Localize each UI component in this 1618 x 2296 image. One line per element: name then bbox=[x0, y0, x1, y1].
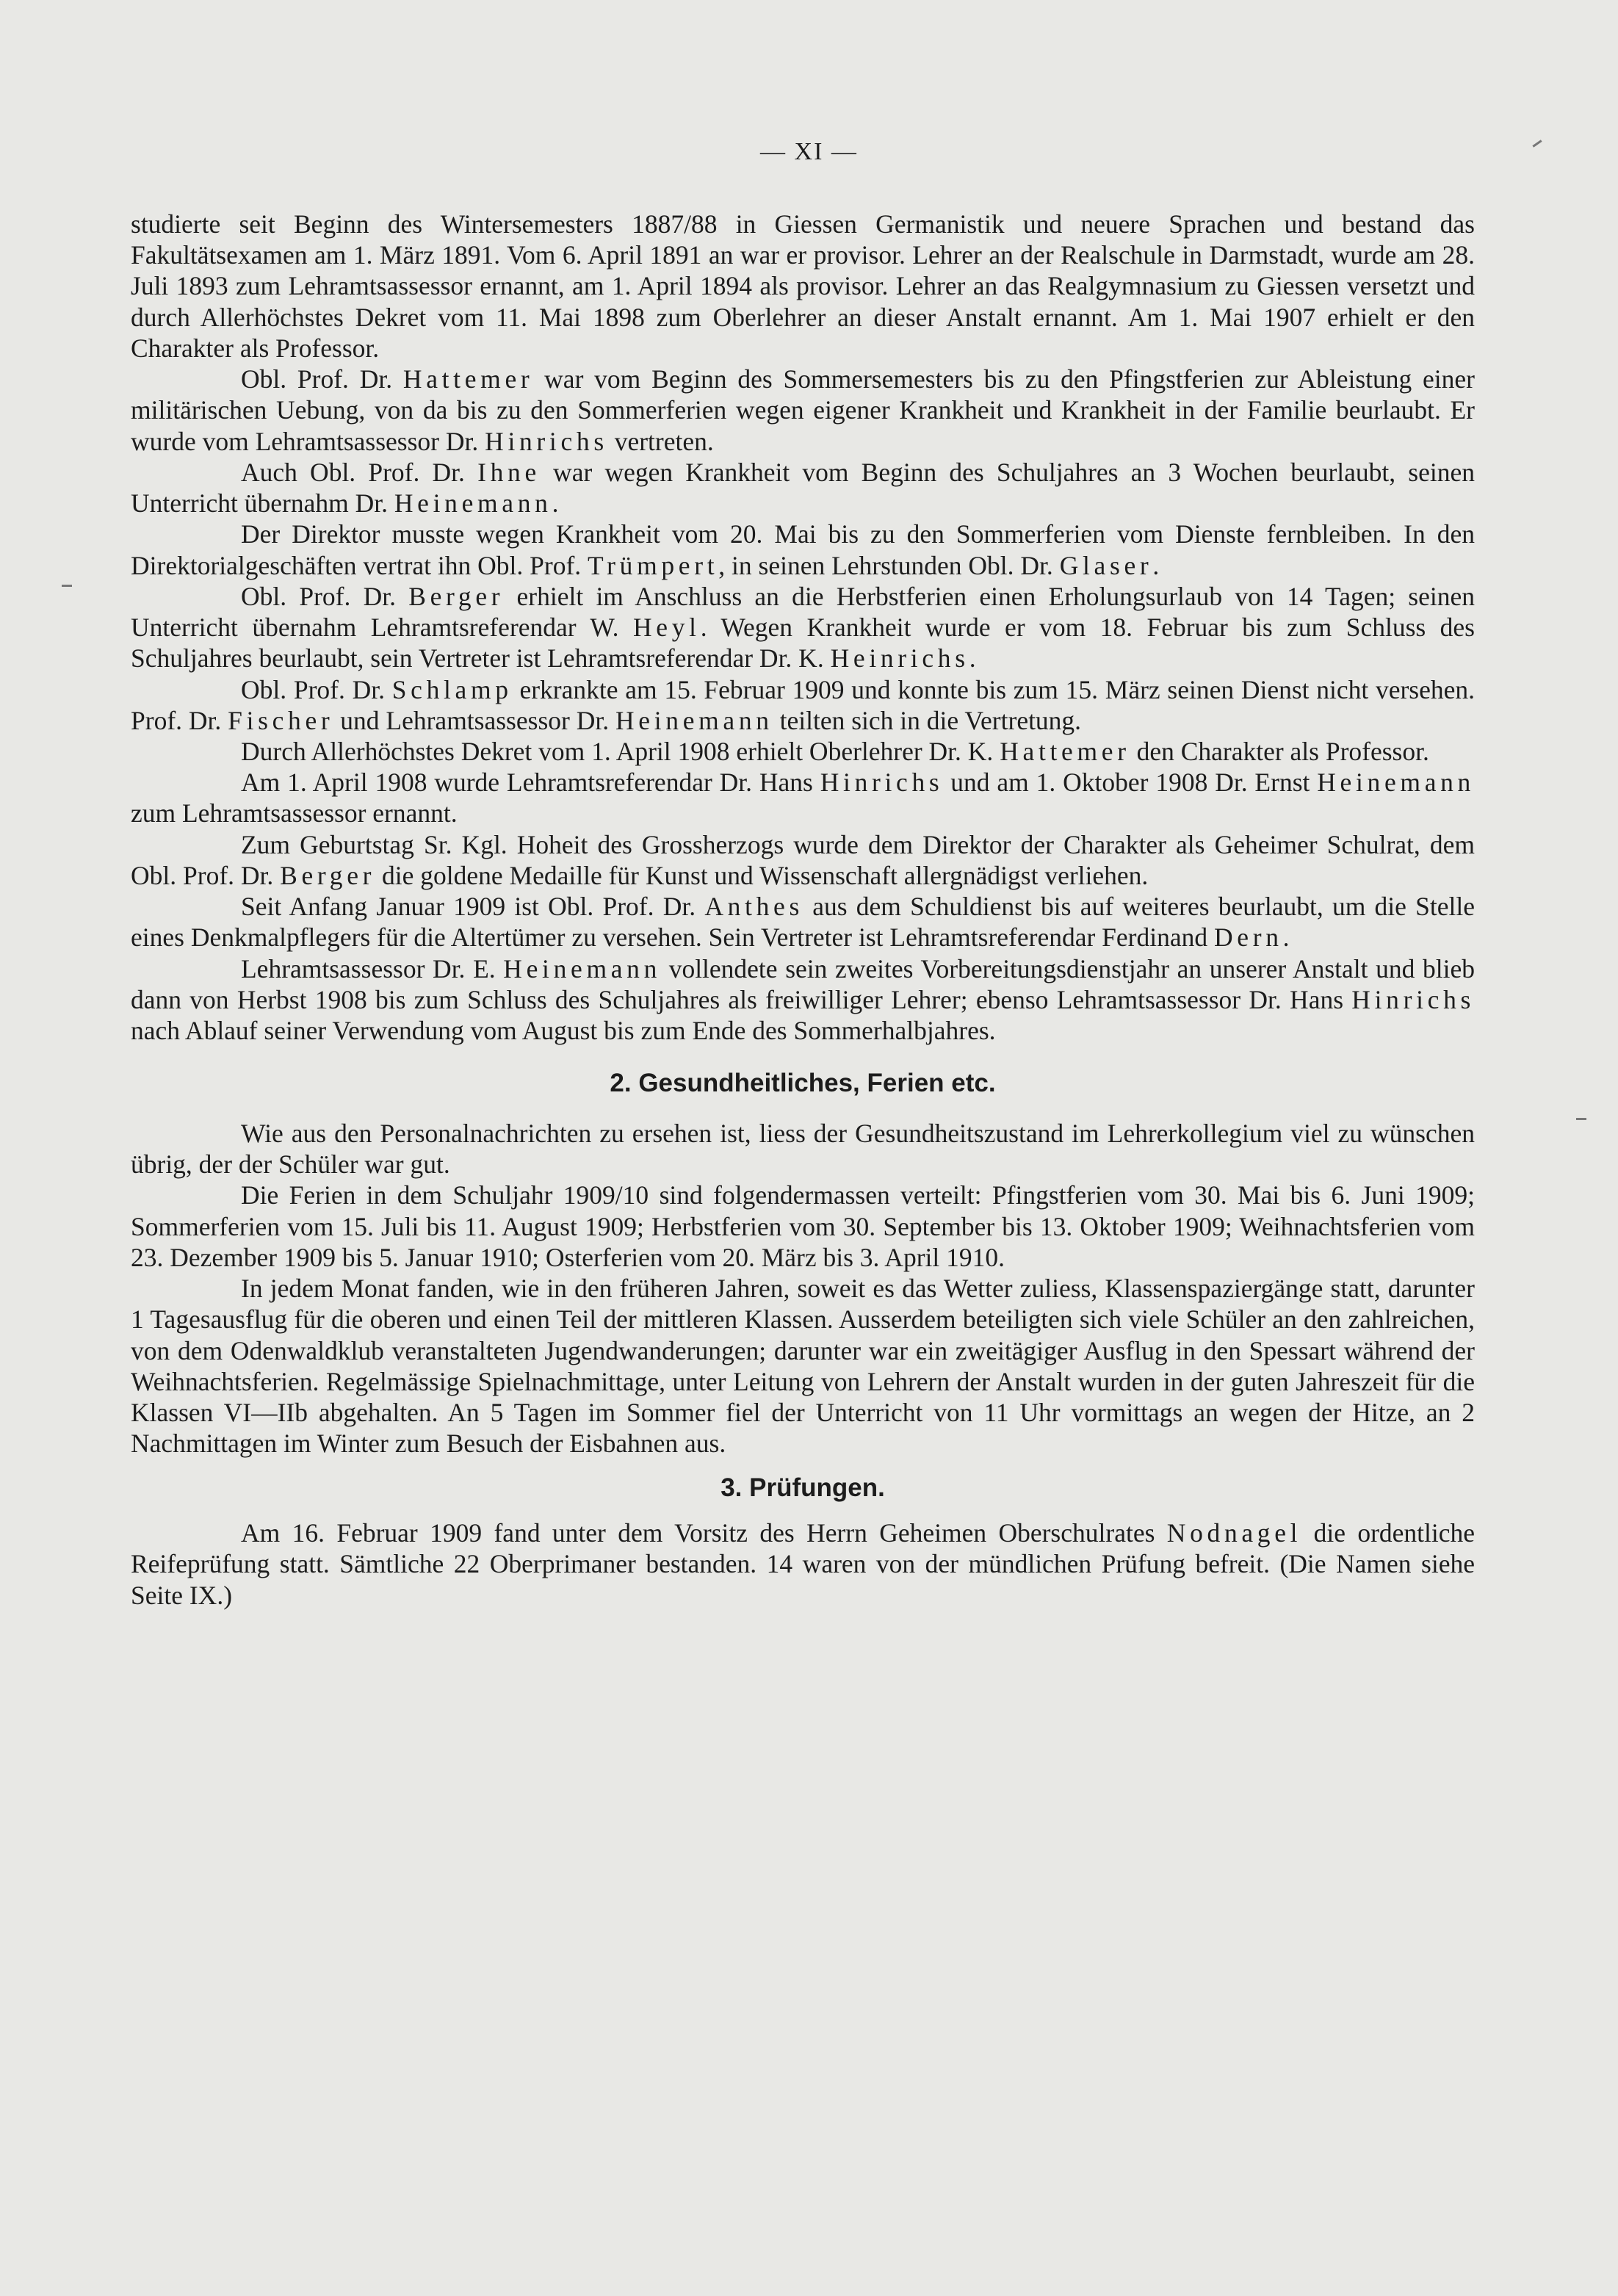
paragraph-ihne: Auch Obl. Prof. Dr. Ihne war wegen Krankheit vom Beginn des Schuljahres an 3 Wochen beurlaubt, seinen Unterricht übernahm Dr. Heinemann. bbox=[131, 457, 1475, 519]
section-heading-pruefungen: 3. Prüfungen. bbox=[720, 1473, 885, 1502]
person-name: Heinemann bbox=[394, 488, 552, 519]
person-name: Hattemer bbox=[402, 364, 534, 394]
paragraph-ernennung: Am 1. April 1908 wurde Lehramtsreferendar Dr. Hans Hinrichs und am 1. Oktober 1908 Dr. Ernst Heinemann zum Lehramtsassessor ernannt. bbox=[131, 768, 1475, 828]
paragraph-hattemer: Obl. Prof. Dr. Hattemer war vom Beginn des Sommersemesters bis zu den Pfingstferien zur Ableistung einer militärischen Uebung, von da bis zu den Sommerferien wegen eigener Krankheit und Krankheit in der Familie beurlaubt. Er wurde vom Lehramtsassessor Dr. Hinrichs vertreten. bbox=[131, 364, 1475, 456]
margin-mark bbox=[62, 585, 72, 587]
paragraph-direktor: Der Direktor musste wegen Krankheit vom 20. Mai bis zu den Sommerferien vom Dienste fernbleiben. In den Direktorialgeschäften vertrat ihn Obl. Prof. Trümpert, in seinen Lehrstunden Obl. Dr. Glaser. bbox=[131, 519, 1475, 580]
person-name: Hinrichs bbox=[820, 768, 944, 798]
margin-mark bbox=[1576, 1118, 1586, 1120]
person-name: Ihne bbox=[477, 457, 541, 487]
paragraph-intro: studierte seit Beginn des Wintersemesters 1887/88 in Giessen Germanistik und neuere Sprachen und bestand das Fakultätsexamen am 1. März 1891. Vom 6. April 1891 an war er provisor. Lehrer an der Realschule in Darmstadt, wurde am 28. Juli 1893 zum Lehramtsassessor ernannt, am 1. April 1894 als provisor. Lehrer an das Realgymnasium zu Giessen versetzt und durch Allerhöchstes Dekret vom 11. Mai 1898 zum Oberlehrer an dieser Anstalt ernannt. Am 1. Mai 1907 erhielt er den Charakter als Professor. bbox=[131, 209, 1475, 363]
paragraph-heinemann: Lehramtsassessor Dr. E. Heinemann vollendete sein zweites Vorbereitungsdienstjahr an unserer Anstalt und blieb dann von Herbst 1908 bis zum Schluss des Schuljahres als freiwilliger Lehrer; ebenso Lehramtsassessor Dr. Hans Hinrichs nach Ablauf seiner Verwendung vom August bis zum Ende des Sommerhalbjahres. bbox=[131, 953, 1475, 1046]
paragraph-dekret: Durch Allerhöchstes Dekret vom 1. April 1908 erhielt Oberlehrer Dr. K. Hattemer den Charakter als Professor. bbox=[241, 736, 1429, 766]
paragraph-anthes: Seit Anfang Januar 1909 ist Obl. Prof. Dr. Anthes aus dem Schuldienst bis auf weiteres beurlaubt, um die Stelle eines Denkmalpflegers für die Altertümer zu versehen. Sein Vertreter ist Lehramtsreferendar Ferdinand Dern. bbox=[131, 892, 1475, 953]
person-name: Heinemann bbox=[503, 953, 662, 983]
paragraph-ferien: Die Ferien in dem Schuljahr 1909/10 sind folgendermassen verteilt: Pfingstferien vom 30. Mai bis 6. Juni 1909; Sommerferien vom 15. Juli bis 11. August 1909; Herbstferien vom 30. September bis 13. Oktober 1909; Weihnachtsferien vom 23. Dezember 1909 bis 5. Januar 1910; Osterferien vom 20. März bis 3. April 1910. bbox=[131, 1180, 1475, 1272]
person-name: Heyl bbox=[632, 613, 701, 643]
person-name: Heinemann bbox=[1317, 768, 1475, 798]
person-name: Anthes bbox=[704, 892, 803, 922]
page-number-header: — XI — bbox=[760, 138, 858, 165]
paragraph-ausfluege: In jedem Monat fanden, wie in den früheren Jahren, soweit es das Wetter zuliess, Klassenspaziergänge statt, darunter 1 Tagesausflug für die oberen und einen Teil der mittleren Klassen. Ausserdem beteiligten sich viele Schüler an den zahlreichen, von dem Odenwaldklub veranstalteten Jugendwanderungen; darunter war ein zweitägiger Ausflug in den Spessart während der Weihnachtsferien. Regelmässige Spielnachmittage, unter Leitung von Lehrern der Anstalt wurden in der guten Jahreszeit für die Klassen VI—IIb abgehalten. An 5 Tagen im Sommer fiel der Unterricht von 11 Uhr vormittags an wegen der Hitze, an 2 Nachmittagen im Winter zum Besuch der Eisbahnen aus. bbox=[131, 1274, 1475, 1459]
paragraph-berger: Obl. Prof. Dr. Berger erhielt im Anschluss an die Herbstferien einen Erholungsurlaub von 14 Tagen; seinen Unterricht übernahm Lehramtsreferendar W. Heyl. Wegen Krankheit wurde er vom 18. Februar bis zum Schluss des Schuljahres beurlaubt, sein Vertreter ist Lehramtsreferendar Dr. K. Heinrichs. bbox=[131, 581, 1475, 674]
person-name: Trümpert bbox=[588, 550, 719, 580]
paragraph-schlamp: Obl. Prof. Dr. Schlamp erkrankte am 15. Februar 1909 und konnte bis zum 15. März seinen Dienst nicht versehen. Prof. Dr. Fischer und Lehramtsassessor Dr. Heinemann teilten sich in die Vertretung. bbox=[131, 674, 1475, 735]
person-name: Fischer bbox=[228, 705, 334, 735]
person-name: Berger bbox=[408, 581, 505, 611]
paragraph-geburtstag: Zum Geburtstag Sr. Kgl. Hoheit des Grossherzogs wurde dem Direktor der Charakter als Geheimer Schulrat, dem Obl. Prof. Dr. Berger die goldene Medaille für Kunst und Wissenschaft allergnädigst verliehen. bbox=[131, 829, 1475, 890]
person-name: Dern bbox=[1213, 923, 1283, 953]
person-name: Hattemer bbox=[1000, 736, 1130, 766]
person-name: Hinrichs bbox=[485, 426, 608, 456]
person-name: Berger bbox=[280, 860, 376, 890]
person-name: Glaser bbox=[1059, 550, 1153, 580]
person-name: Heinemann bbox=[615, 705, 773, 735]
person-name: Schlamp bbox=[391, 674, 513, 704]
paragraph-gesundheit: Wie aus den Personalnachrichten zu ersehen ist, liess der Gesundheitszustand im Lehrerkollegium viel zu wünschen übrig, der der Schüler war gut. bbox=[131, 1118, 1475, 1180]
person-name: Nodnagel bbox=[1166, 1518, 1302, 1548]
person-name: Hinrichs bbox=[1351, 984, 1475, 1014]
person-name: Heinrichs bbox=[830, 643, 969, 674]
section-heading-gesundheitliches: 2. Gesundheitliches, Ferien etc. bbox=[610, 1069, 996, 1098]
page-body bbox=[131, 209, 1475, 1611]
paragraph-reifepruefung: Am 16. Februar 1909 fand unter dem Vorsitz des Herrn Geheimen Oberschulrates Nodnagel die ordentliche Reifeprüfung statt. Sämtliche 22 Oberprimaner bestanden. 14 waren von der mündlichen Prüfung befreit. (Die Namen siehe Seite IX.) bbox=[131, 1518, 1476, 1610]
